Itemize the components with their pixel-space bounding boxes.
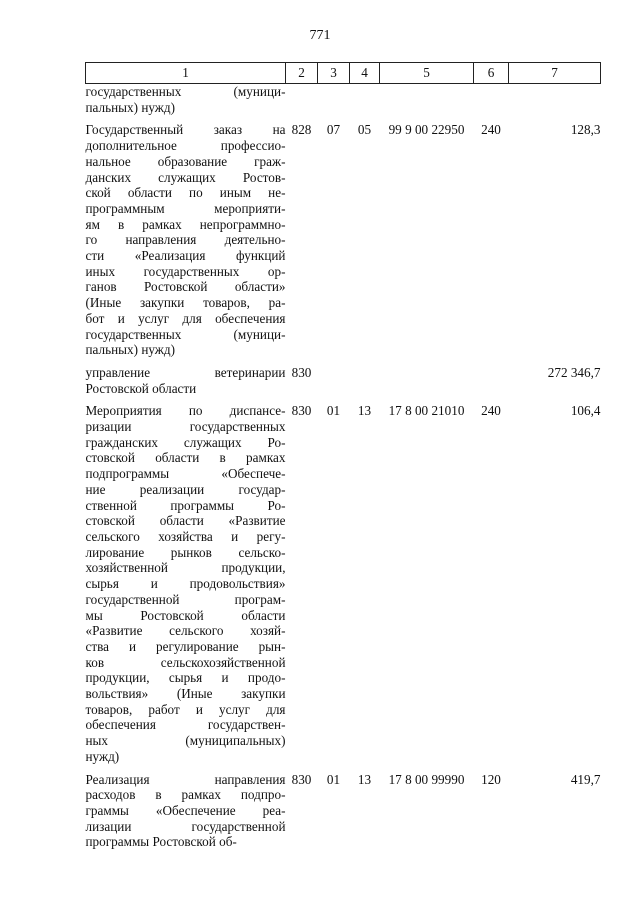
cell-description xyxy=(86,403,286,771)
description-line: Ростовской области xyxy=(85,380,197,396)
cell-sum: 272 346,7 xyxy=(547,364,601,380)
description-line: граммы «Обеспечение реа- xyxy=(85,802,286,818)
description-line: обеспечения государствен- xyxy=(85,717,286,733)
table-row xyxy=(86,772,601,858)
cell-pr: 13 xyxy=(357,771,372,787)
table-row xyxy=(86,403,601,771)
header-col-7: 7 xyxy=(509,63,601,84)
description-line: ризации государственных xyxy=(85,419,286,435)
cell-vr: 120 xyxy=(481,771,501,787)
cell-vr xyxy=(474,84,509,123)
page-number: 771 xyxy=(309,28,331,43)
cell-gr: 828 xyxy=(291,122,312,138)
description-line: подпрограммы «Обеспече- xyxy=(85,466,286,482)
description-line: Реализация направления xyxy=(85,771,286,787)
description-line: вольствия» (Иные закупки xyxy=(85,686,286,702)
description-line: (Иные закупки товаров, ра- xyxy=(85,295,286,311)
header-col-6: 6 xyxy=(474,63,509,84)
description-line: иных государственных ор- xyxy=(85,263,286,279)
description-line: пальных) нужд) xyxy=(85,342,176,358)
description-line: сырья и продовольствия» xyxy=(85,576,286,592)
description-line: государственных (муници- xyxy=(85,326,286,342)
cell-description xyxy=(86,772,286,858)
description-line: ков сельскохозяйственной xyxy=(85,654,286,670)
description-line: лирование рынков сельско- xyxy=(85,544,286,560)
description-line: Мероприятия по диспансе- xyxy=(85,403,286,419)
cell-pr: 05 xyxy=(357,122,372,138)
cell-description xyxy=(86,122,286,365)
cell-gr: 830 xyxy=(291,771,312,787)
header-col-3: 3 xyxy=(318,63,350,84)
description-line: нальное образование граж- xyxy=(85,153,286,169)
header-col-5: 5 xyxy=(380,63,474,84)
header-col-1: 1 xyxy=(86,63,286,84)
description-line: расходов в рамках подпро- xyxy=(85,787,286,803)
header-col-4: 4 xyxy=(350,63,380,84)
cell-csr: 17 8 00 21010 xyxy=(388,403,465,419)
budget-table xyxy=(85,62,601,857)
description-line: гражданских служащих Ро- xyxy=(85,434,286,450)
table-row xyxy=(86,365,601,403)
cell-description xyxy=(86,84,286,123)
cell-rz xyxy=(318,84,350,123)
cell-csr xyxy=(380,84,474,123)
cell-rz: 01 xyxy=(326,771,341,787)
description-line: ганов Ростовской области» xyxy=(85,279,286,295)
description-line: сти «Реализация функций xyxy=(85,248,286,264)
description-line: дополнительное профессио- xyxy=(85,138,286,154)
description-line: нужд) xyxy=(85,748,120,764)
description-line: ственной программы Ро- xyxy=(85,497,286,513)
description-line: стовской области в рамках xyxy=(85,450,286,466)
description-line: ям в рамках непрограммно- xyxy=(85,216,286,232)
description-line: «Развитие сельского хозяй- xyxy=(85,623,286,639)
description-line: сельского хозяйства и регу- xyxy=(85,528,286,544)
cell-rz: 01 xyxy=(326,403,341,419)
description-line: государственных (муници- xyxy=(85,84,286,99)
description-line: ние реализации государ- xyxy=(85,481,286,497)
description-line: хозяйственной продукции, xyxy=(85,560,286,576)
description-line: го направления деятельно- xyxy=(85,232,286,248)
table-header-row xyxy=(86,63,601,84)
cell-csr: 99 9 00 22950 xyxy=(388,122,465,138)
cell-csr: 17 8 00 99990 xyxy=(388,771,465,787)
description-line: ства и регулирование рын- xyxy=(85,638,286,654)
description-line: бот и услуг для обеспечения xyxy=(85,310,286,326)
description-line: продукции, сырья и продо- xyxy=(85,670,286,686)
cell-sum: 128,3 xyxy=(570,122,601,138)
description-line: программным мероприяти- xyxy=(85,200,286,216)
cell-sum: 106,4 xyxy=(570,403,601,419)
cell-pr: 13 xyxy=(357,403,372,419)
cell-gr xyxy=(286,84,318,123)
description-line: пальных) нужд) xyxy=(85,99,176,115)
header-col-2: 2 xyxy=(286,63,318,84)
description-line: ных (муниципальных) xyxy=(85,733,286,749)
cell-rz: 07 xyxy=(326,122,341,138)
description-line: Государственный заказ на xyxy=(85,122,286,138)
cell-pr xyxy=(350,84,380,123)
cell-vr xyxy=(474,365,509,403)
cell-description xyxy=(86,365,286,403)
cell-sum xyxy=(509,84,601,123)
cell-vr: 240 xyxy=(481,403,501,419)
cell-sum: 419,7 xyxy=(570,771,601,787)
cell-vr: 240 xyxy=(481,122,501,138)
description-line: товаров, работ и услуг для xyxy=(85,701,286,717)
description-line: программы Ростовской об- xyxy=(85,834,237,850)
cell-gr: 830 xyxy=(291,364,312,380)
description-line: стовской области «Развитие xyxy=(85,513,286,529)
description-line: государственной програм- xyxy=(85,591,286,607)
table-row xyxy=(86,122,601,365)
description-line: ской области по иным не- xyxy=(85,185,286,201)
description-line: мы Ростовской области xyxy=(85,607,286,623)
description-line: лизации государственной xyxy=(85,818,286,834)
cell-gr: 830 xyxy=(291,403,312,419)
cell-pr xyxy=(350,365,380,403)
table-row xyxy=(86,84,601,123)
description-line: управление ветеринарии xyxy=(85,364,286,380)
cell-csr xyxy=(380,365,474,403)
cell-rz xyxy=(318,365,350,403)
description-line: данских служащих Ростов- xyxy=(85,169,286,185)
